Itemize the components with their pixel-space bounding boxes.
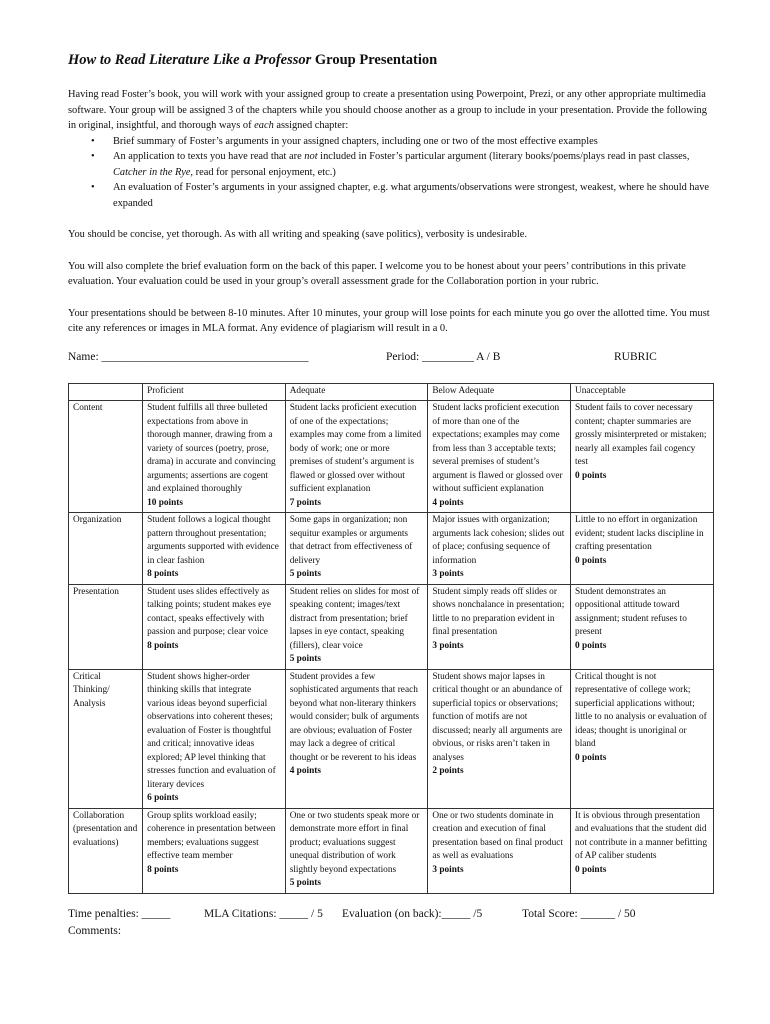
table-cell: [571, 808, 714, 893]
header-cell: Adequate: [285, 383, 428, 401]
bullet-application-end: read for personal enjoyment, etc.): [193, 166, 336, 178]
table-cell: [428, 808, 571, 893]
table-cell: [428, 584, 571, 669]
cell-text: It is obvious through presentation and evaluations that the student did not contribute in a manner befitting of AP caliber students: [575, 810, 707, 861]
cell-text: Student follows a logical thought pattern throughout presentation; arguments supported with evidence in clear fashion: [147, 515, 279, 566]
cell-points: 8 points: [147, 640, 179, 651]
table-header-row: [69, 383, 714, 401]
cell-text: Major issues with organization; arguments lack cohesion; slides out of place; confusing sequence of information: [432, 515, 565, 566]
cell-points: 0 points: [575, 640, 607, 651]
bullet-application-mid: included in Foster’s particular argument (literary books/poems/plays read in past classes,: [317, 151, 690, 162]
name-field[interactable]: Name: ____________________________________: [68, 350, 309, 363]
bullet-catcher: Catcher in the Rye,: [113, 166, 194, 178]
table-cell: [571, 513, 714, 585]
requirements-list: [68, 134, 714, 212]
cell-text: Student shows major lapses in critical thought or an abundance of superficial topics or observations; function of motifs are not discussed; nearly all arguments are obvious, or risks aren’t taken in analyses: [432, 671, 563, 763]
book-title: How to Read Literature Like a Professor: [68, 52, 312, 68]
cell-text: One or two students speak more or demonstrate more effort in final product; evaluations suggest unequal distribution of work slightly beyond expectations: [289, 810, 420, 875]
table-cell: [428, 513, 571, 585]
cell-points: 4 points: [432, 497, 464, 508]
header-cell: Unacceptable: [571, 383, 714, 401]
cell-text: Student fails to cover necessary content; chapter summaries are grossly misinterpreted or mistaken; nearly all examples fail cogency test: [575, 403, 707, 467]
table-row: [69, 669, 714, 808]
cell-text: One or two students dominate in creation and execution of final presentation based on final product as well as evaluations: [432, 810, 563, 861]
cell-points: 10 points: [147, 497, 184, 508]
bullet-evaluation: An evaluation of Foster’s arguments in your assigned chapter, e.g. what arguments/observations were strongest, weakest, where he should have expanded: [113, 182, 710, 209]
row-label: Presentation: [69, 584, 143, 669]
intro-text: Having read Foster’s book, you will work with your assigned group to create a presentation using Powerpoint, Prezi, or any other appropriate multimedia software. Your group will be assigned 3 of the chapters while you should choose another as a group to include in your presentation. Provide the following in original, insightful, and thorough ways of: [68, 89, 707, 131]
table-cell: [143, 584, 286, 669]
row-label: Organization: [69, 513, 143, 585]
cell-text: Student provides a few sophisticated arguments that reach beyond what non-literary thinkers would consider; bulk of arguments are obvious; evaluation of Foster may lack a degree of critical thought or be reverent to his ideas: [289, 671, 420, 763]
concise-paragraph: You should be concise, yet thorough. As with all writing and speaking (save politics), verbosity is undesirable.: [68, 229, 527, 240]
period-field[interactable]: Period: _________ A / B: [386, 350, 501, 363]
table-cell: [143, 808, 286, 893]
cell-points: 8 points: [147, 569, 179, 579]
cell-text: Student shows higher-order thinking skills that integrate various ideas beyond superficial observations into coherent theses; evaluation of Foster is thoughtful and critical; innovative ideas explored; AP level thinking that stresses function and evaluation of literary devices: [147, 671, 276, 790]
table-cell: [285, 669, 428, 808]
row-label: Collaboration (presentation and evaluations): [69, 808, 143, 893]
document-page: [68, 52, 714, 942]
table-cell: [571, 401, 714, 513]
row-label: Content: [69, 401, 143, 513]
evaluation-paragraph: You will also complete the brief evaluation form on the back of this paper. I welcome you to be honest about your peers’ contributions in this private evaluation. Your evaluation could be used in your group’s overall assessment grade for the Collaboration portion in your rubric.: [68, 260, 686, 287]
title-rest: Group Presentation: [311, 52, 438, 68]
cell-text: Critical thought is not representative of college work; superficial applications without; little to no analysis or evaluation of ideas; thought is unoriginal or bland: [575, 671, 707, 749]
bullet-application: An application to texts you have read that are: [113, 151, 305, 162]
cell-text: Student demonstrates an oppositional attitude toward assignment; student refuses to present: [575, 586, 687, 637]
cell-points: 3 points: [432, 569, 464, 579]
table-row: [69, 513, 714, 585]
table-cell: [285, 584, 428, 669]
cell-points: 3 points: [432, 864, 464, 875]
name-row: [68, 351, 714, 371]
mla-citations-field[interactable]: MLA Citations: _____ / 5: [204, 907, 323, 920]
list-item: [113, 134, 714, 150]
table-cell: [285, 808, 428, 893]
table-cell: [571, 669, 714, 808]
time-penalties-field[interactable]: Time penalties: _____: [68, 907, 171, 920]
cell-text: Student lacks proficient execution of one of the expectations; examples may come from a limited body of work; one or more premises of student’s argument is flawed or glossed over without sufficient explanation: [289, 403, 422, 494]
cell-points: 5 points: [289, 654, 321, 664]
cell-points: 0 points: [575, 470, 607, 481]
intro-text-end: assigned chapter:: [273, 120, 349, 131]
table-cell: [285, 401, 428, 513]
cell-text: Some gaps in organization; non sequitur examples or arguments that detract from effectiveness of delivery: [289, 515, 413, 566]
cell-text: Student relies on slides for most of speaking content; images/text distract from presentation; brief lapses in eye contact, speaking (fillers), clear voice: [289, 586, 420, 651]
cell-points: 5 points: [289, 878, 321, 888]
intro-paragraph: [68, 87, 714, 134]
evaluation-field[interactable]: Evaluation (on back):_____ /5: [342, 907, 483, 920]
rubric-table: [68, 383, 714, 894]
cell-points: 0 points: [575, 752, 607, 763]
cell-text: Little to no effort in organization evident; student lacks discipline in crafting presentation: [575, 515, 704, 552]
comments-label: Comments:: [68, 924, 122, 937]
cell-points: 2 points: [432, 766, 464, 776]
cell-points: 0 points: [575, 555, 607, 566]
table-cell: [143, 513, 286, 585]
table-cell: [285, 513, 428, 585]
intro-each: each: [254, 120, 274, 131]
table-cell: [428, 401, 571, 513]
cell-text: Student uses slides effectively as talking points; student makes eye contact, speaks effectively with passion and purpose; clear voice: [147, 586, 272, 637]
cell-text: Student fulfills all three bulleted expectations from above in thorough manner, drawing from a variety of sources (poetry, prose, drama) in accurate and convincing arguments; assertions are cogent and explained thoroughly: [147, 403, 276, 494]
cell-text: Group splits workload easily; coherence in presentation between members; evaluations suggest effective team member: [147, 810, 276, 861]
cell-points: 3 points: [432, 640, 464, 651]
header-cell: Below Adequate: [428, 383, 571, 401]
cell-points: 8 points: [147, 864, 179, 875]
rubric-label: RUBRIC: [614, 350, 657, 363]
row-label: Critical Thinking/ Analysis: [69, 669, 143, 808]
score-footer: [68, 908, 714, 942]
header-cell: Proficient: [143, 383, 286, 401]
table-cell: [143, 669, 286, 808]
cell-points: 4 points: [289, 766, 321, 776]
bullet-summary: Brief summary of Foster’s arguments in your assigned chapters, including one or two of the most effective examples: [113, 135, 598, 147]
table-cell: [571, 584, 714, 669]
header-cell: [69, 383, 143, 401]
cell-text: Student simply reads off slides or shows nonchalance in presentation; little to no preparation evident in final presentation: [432, 586, 565, 637]
table-row: [69, 584, 714, 669]
list-item: [113, 149, 714, 180]
cell-points: 5 points: [289, 569, 321, 579]
cell-text: Student lacks proficient execution of more than one of the expectations; examples may come from less than 3 acceptable texts; several premises of student’s argument is flawed or glossed over without sufficient explanation: [432, 403, 563, 494]
cell-points: 7 points: [289, 497, 321, 508]
cell-points: 0 points: [575, 864, 607, 875]
bullet-not: not: [304, 151, 318, 162]
list-item: [113, 180, 714, 211]
table-cell: [428, 669, 571, 808]
cell-points: 6 points: [147, 793, 179, 803]
total-score-field[interactable]: Total Score: ______ / 50: [522, 907, 636, 920]
table-cell: [143, 401, 286, 513]
table-row: [69, 401, 714, 513]
page-title: [68, 52, 714, 69]
table-row: [69, 808, 714, 893]
time-paragraph: Your presentations should be between 8-10 minutes. After 10 minutes, your group will lose points for each minute you go over the allotted time. You must cite any references or images in MLA format. Any evidence of plagiarism will result in a 0.: [68, 307, 710, 334]
